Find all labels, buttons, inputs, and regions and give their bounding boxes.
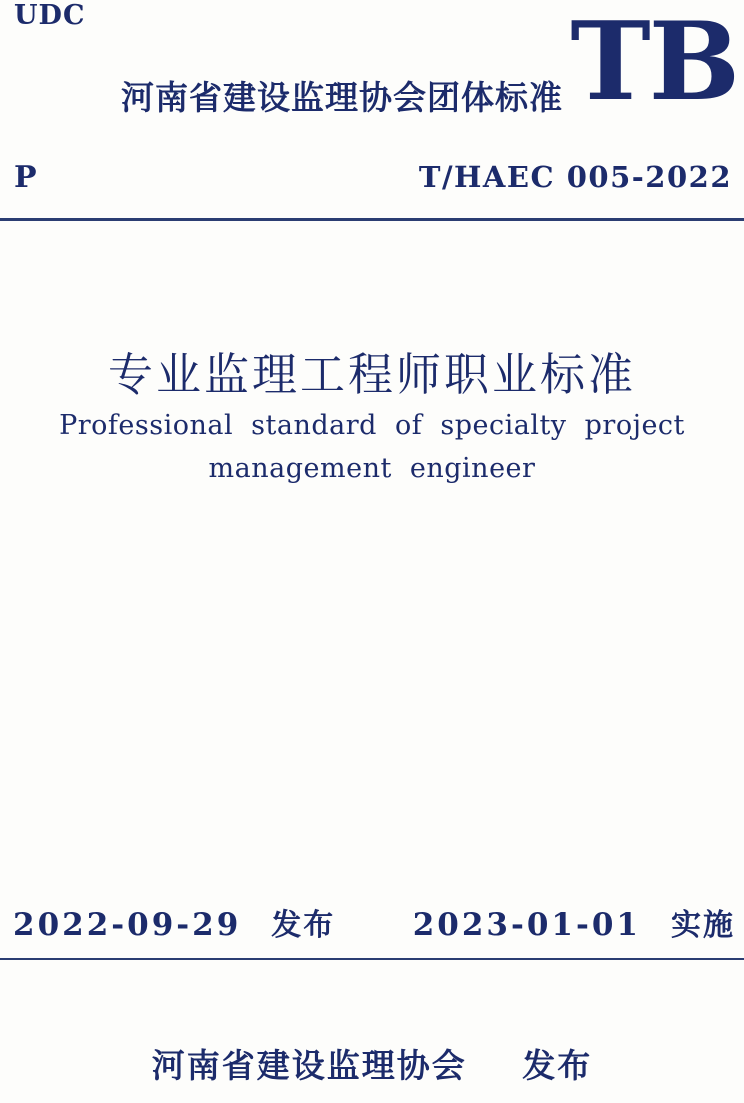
- implement-date-row: [413, 900, 735, 944]
- title-english-line2: management engineer: [208, 453, 536, 484]
- standard-number: T/HAEC 005-2022: [418, 160, 732, 194]
- category-mark: TB: [570, 0, 738, 125]
- issue-date: 2022-09-29: [13, 907, 242, 943]
- top-divider-rule: [0, 218, 744, 221]
- org-standard-label: 河南省建设监理协会团体标准: [121, 78, 563, 117]
- publisher-row: [0, 1040, 744, 1087]
- issue-date-row: [13, 900, 335, 944]
- classification-code: P: [14, 160, 37, 195]
- bottom-divider-rule: [0, 958, 744, 960]
- udc-code: UDC: [14, 0, 86, 31]
- implement-label: 实施: [671, 908, 735, 943]
- title-chinese: 专业监理工程师职业标准: [107, 348, 636, 401]
- publisher-action: 发布: [522, 1046, 593, 1085]
- issue-label: 发布: [271, 908, 336, 943]
- publisher-name: 河南省建设监理协会: [151, 1046, 467, 1085]
- implement-date: 2023-01-01: [412, 907, 641, 943]
- title-english-line1: Professional standard of specialty project: [59, 410, 685, 441]
